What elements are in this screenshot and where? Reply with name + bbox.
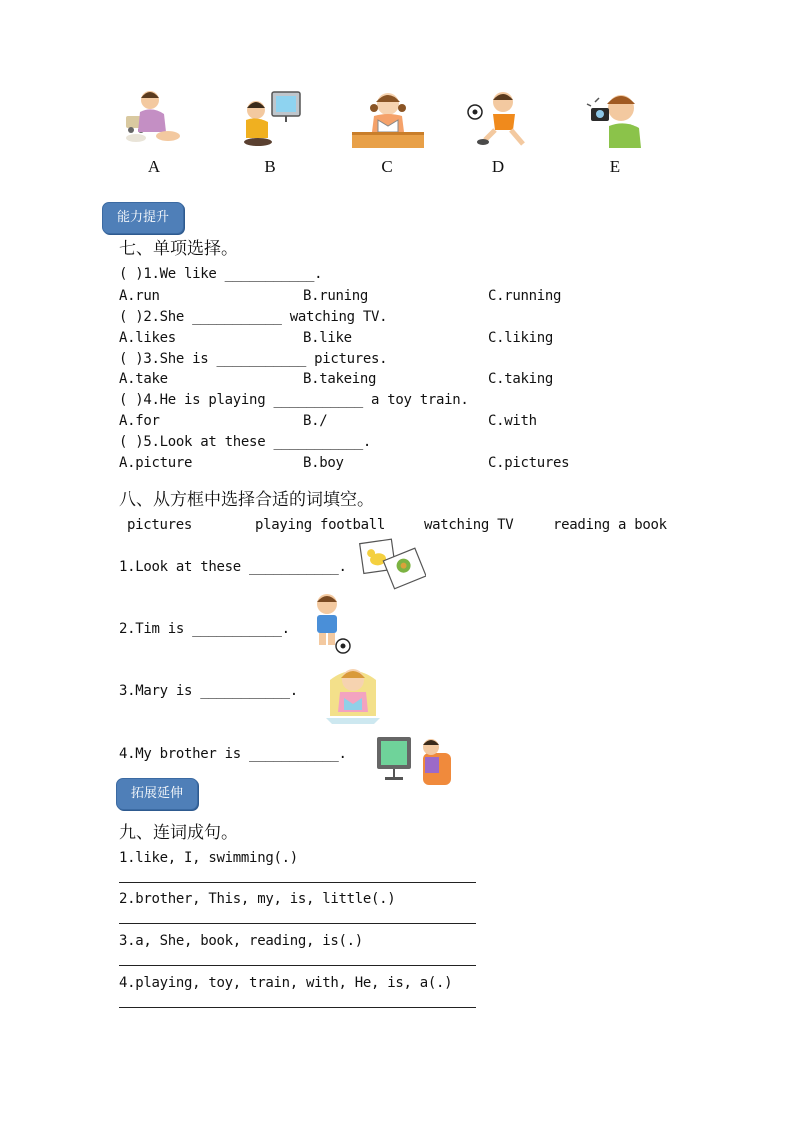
- option-b: B.runing: [303, 288, 369, 304]
- word-option: reading a book: [553, 517, 667, 533]
- picture-label-c: C: [381, 157, 393, 176]
- girl-reading-icon: [324, 660, 382, 724]
- option-b: B.boy: [303, 455, 344, 471]
- option-b: B.like: [303, 330, 352, 346]
- answer-line[interactable]: [119, 965, 476, 966]
- picture-label-d: D: [491, 157, 505, 176]
- option-a: A.likes: [119, 330, 176, 346]
- option-a: A.picture: [119, 455, 193, 471]
- option-c: C.running: [488, 288, 562, 304]
- fill-item: 3.Mary is ___________.: [119, 683, 298, 699]
- playing-toy-train-icon: [122, 86, 184, 146]
- option-c: C.liking: [488, 330, 554, 346]
- picture-label-e: E: [609, 157, 621, 176]
- sentence-item: 4.playing, toy, train, with, He, is, a(.): [119, 975, 453, 991]
- picture-label-a: A: [147, 157, 161, 176]
- boy-football-icon: [303, 590, 355, 654]
- option-a: A.run: [119, 288, 160, 304]
- sentence-item: 3.a, She, book, reading, is(.): [119, 933, 363, 949]
- fill-item: 4.My brother is ___________.: [119, 746, 347, 762]
- taking-pictures-icon: [585, 86, 649, 152]
- section-badge-extension: 拓展延伸: [116, 778, 198, 810]
- answer-line[interactable]: [119, 882, 476, 883]
- question-stem: ( )2.She ___________ watching TV.: [119, 309, 388, 325]
- section-badge-ability: 能力提升: [102, 202, 184, 234]
- sentence-item: 2.brother, This, my, is, little(.): [119, 891, 396, 907]
- word-option: watching TV: [424, 517, 514, 533]
- question-stem: ( )3.She is ___________ pictures.: [119, 351, 388, 367]
- question-stem: ( )5.Look at these ___________.: [119, 434, 371, 450]
- pictures-icon: [358, 535, 426, 591]
- word-option: pictures: [127, 517, 193, 533]
- watching-tv-icon: [238, 88, 306, 148]
- question-stem: ( )4.He is playing ___________ a toy train.: [119, 392, 469, 408]
- option-c: C.taking: [488, 371, 554, 387]
- answer-line[interactable]: [119, 923, 476, 924]
- question-stem: ( )1.We like ___________.: [119, 266, 323, 282]
- option-b: B.takeing: [303, 371, 377, 387]
- fill-item: 2.Tim is ___________.: [119, 621, 290, 637]
- section9-title: 九、连词成句。: [119, 823, 238, 843]
- word-option: playing football: [255, 517, 386, 533]
- option-a: A.take: [119, 371, 168, 387]
- option-c: C.with: [488, 413, 537, 429]
- option-a: A.for: [119, 413, 160, 429]
- section7-title: 七、单项选择。: [119, 239, 238, 259]
- reading-book-icon: [350, 86, 426, 150]
- option-c: C.pictures: [488, 455, 570, 471]
- fill-item: 1.Look at these ___________.: [119, 559, 347, 575]
- picture-label-b: B: [264, 157, 276, 176]
- sentence-item: 1.like, I, swimming(.): [119, 850, 298, 866]
- option-b: B./: [303, 413, 328, 429]
- playing-football-icon: [465, 88, 531, 150]
- section8-title: 八、从方框中选择合适的词填空。: [119, 490, 374, 510]
- answer-line[interactable]: [119, 1007, 476, 1008]
- boy-tv-icon: [375, 731, 455, 789]
